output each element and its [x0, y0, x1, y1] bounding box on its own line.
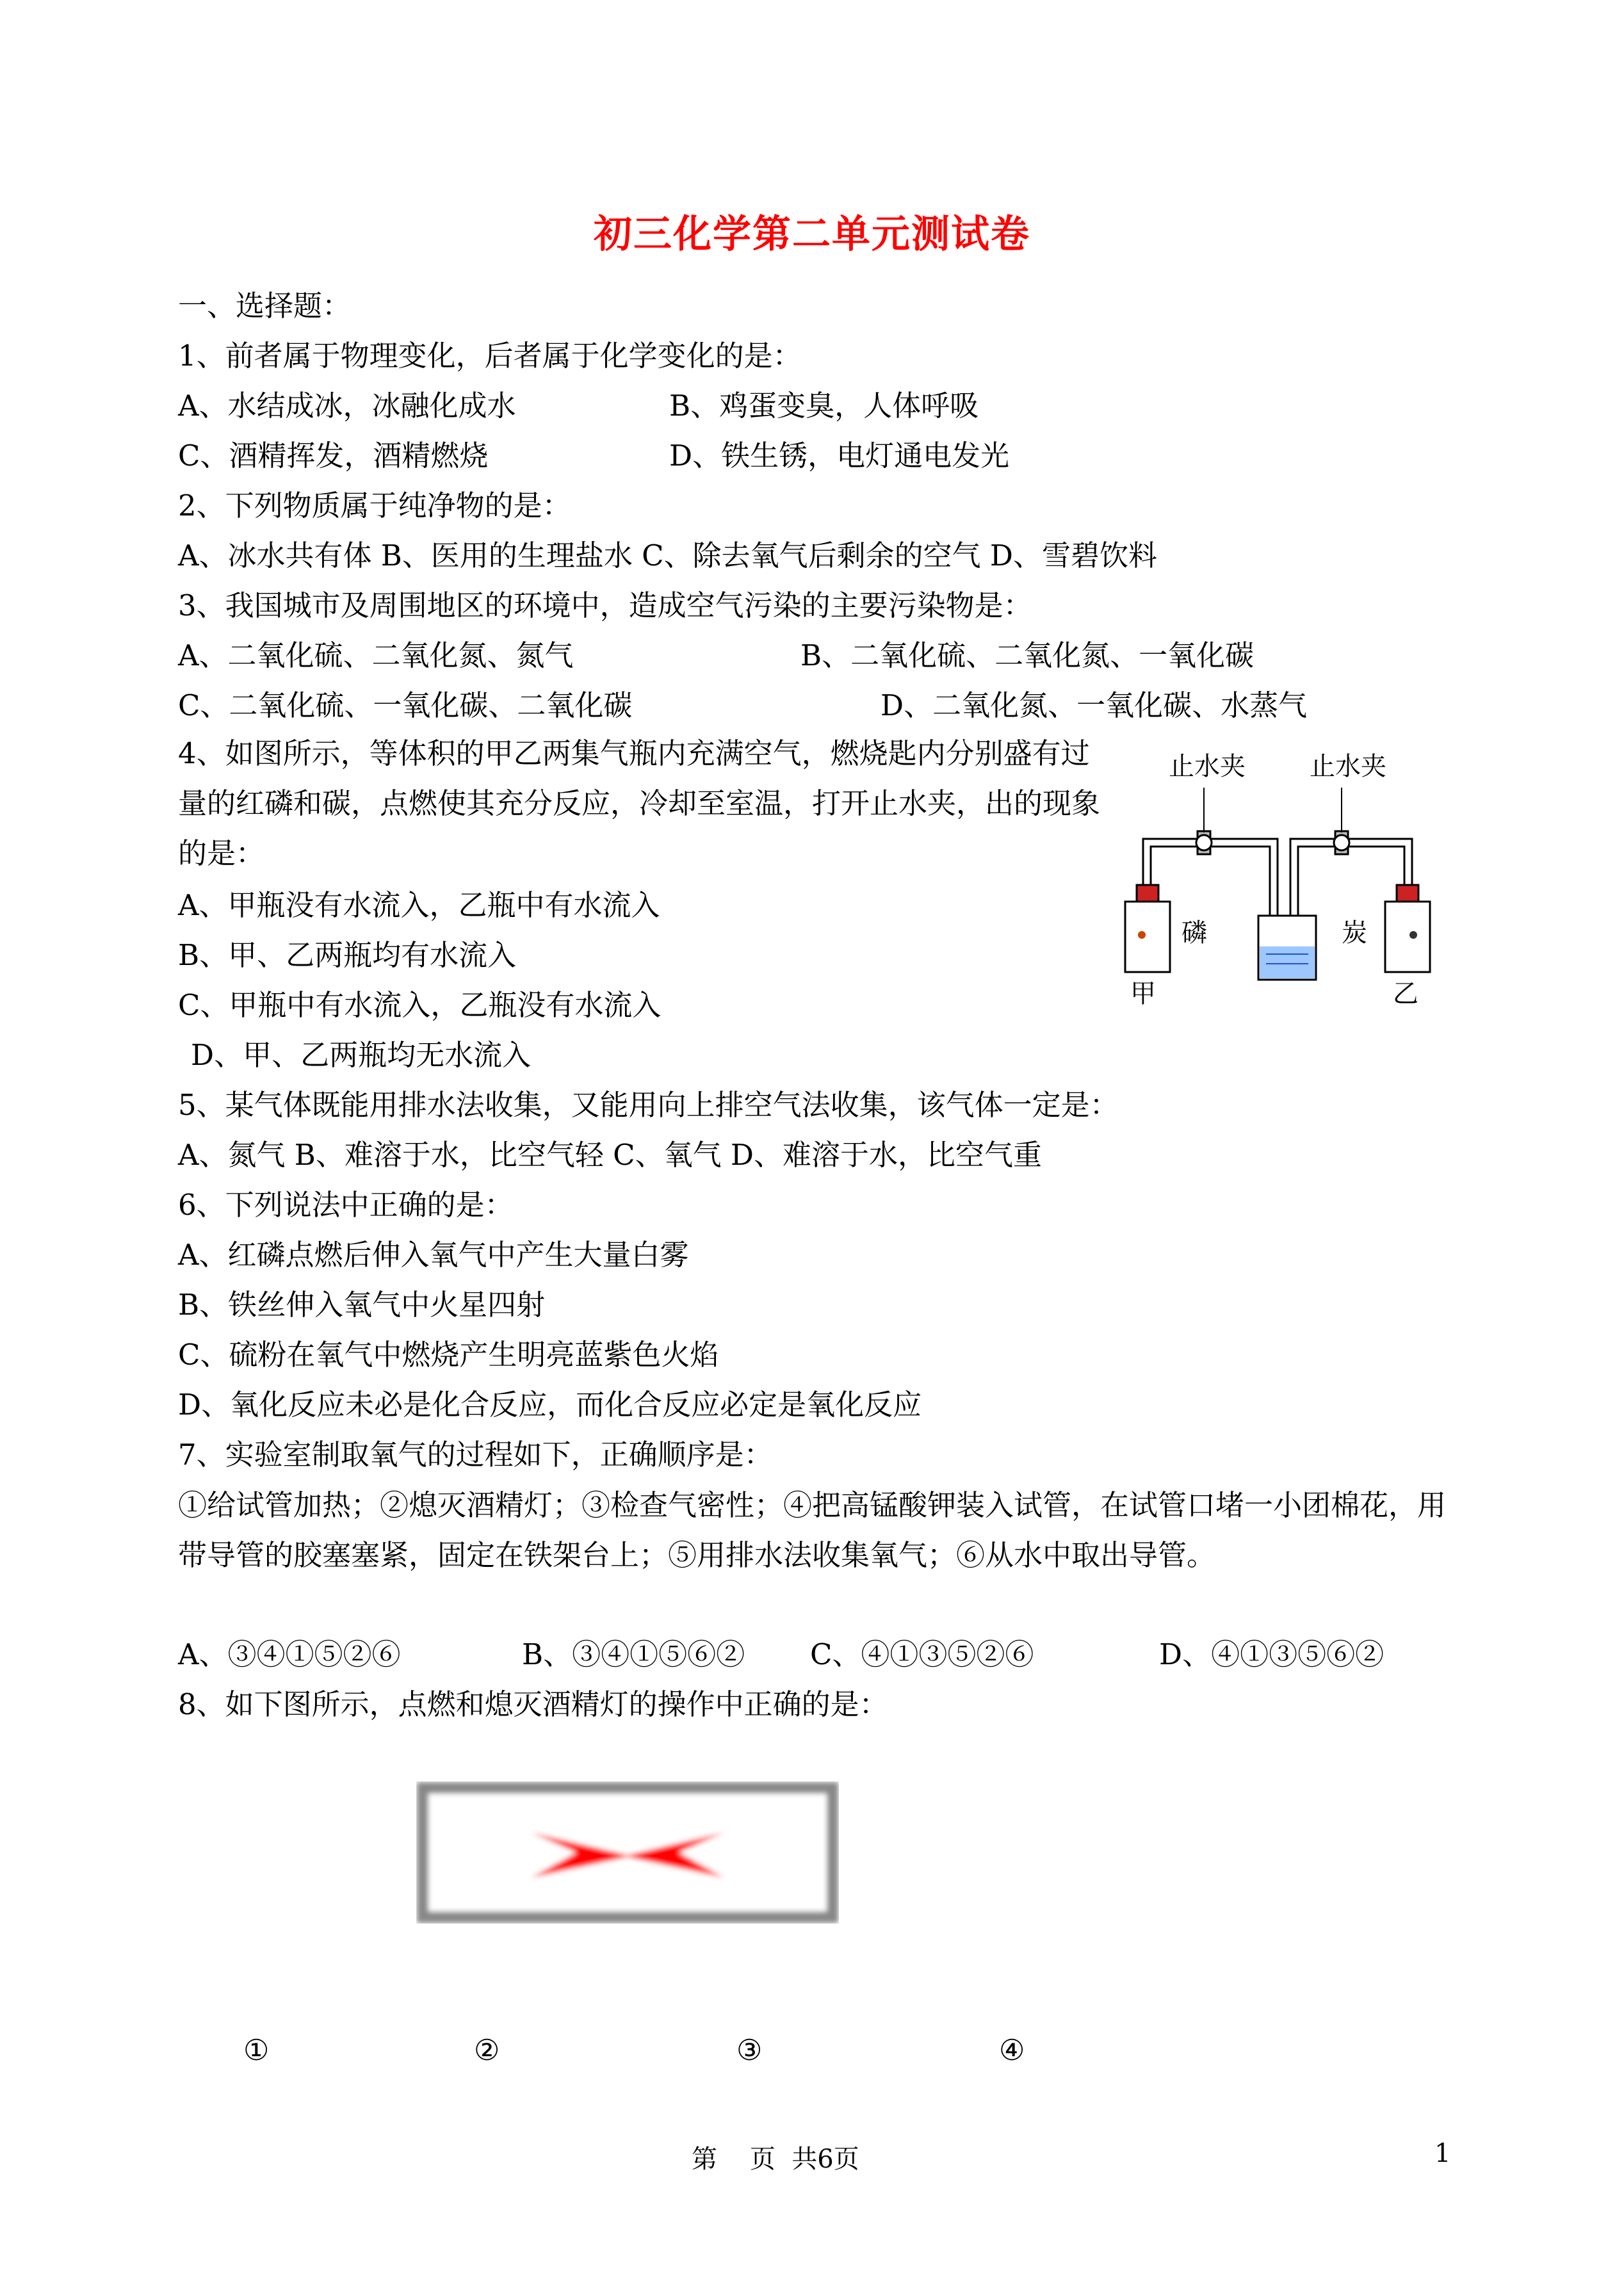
q1-option-a: A、水结成冰，冰融化成水	[178, 389, 516, 423]
phosphorus-label: 磷	[1181, 918, 1207, 948]
q3-stem: 3、我国城市及周围地区的环境中，造成空气污染的主要污染物是：	[178, 588, 1032, 622]
clamp-right-label: 止水夹	[1310, 752, 1386, 781]
q1-option-b: B、鸡蛋变臭，人体呼吸	[669, 389, 979, 423]
q8-label-1: ①	[243, 2033, 270, 2067]
q7-stem: 7、实验室制取氧气的过程如下，正确顺序是：	[178, 1438, 773, 1472]
q4-stem: 4、如图所示，等体积的甲乙两集气瓶内充满空气，燃烧匙内分别盛有过量的红磷和碳，点燃使其充分反应，冷却至室温，打开止水夹，出的现象的是：	[178, 736, 1101, 870]
bottle-left-icon	[1125, 885, 1170, 972]
clamp-left-label: 止水夹	[1169, 752, 1246, 781]
q7-option-c: C、④①③⑤②⑥	[810, 1637, 1034, 1671]
q2-options: A、冰水共有体 B、医用的生理盐水 C、除去氧气后剩余的空气 D、雪碧饮料	[178, 539, 1157, 572]
q8-label-2: ②	[474, 2033, 500, 2067]
q4-option-a: A、甲瓶没有水流入，乙瓶中有水流入	[178, 888, 660, 922]
q8-label-3: ③	[736, 2033, 763, 2067]
q5-options: A、氮气 B、难溶于水，比空气轻 C、氧气 D、难溶于水，比空气重	[178, 1138, 1042, 1172]
q7-option-d: D、④①③⑤⑥②	[1159, 1637, 1384, 1671]
q3-option-d: D、二氧化氮、一氧化碳、水蒸气	[881, 688, 1308, 722]
section-heading: 一、选择题：	[178, 289, 352, 323]
q3-option-b: B、二氧化硫、二氧化氮、一氧化碳	[800, 638, 1255, 672]
gas-bottle-diagram	[1117, 743, 1450, 1005]
q3-option-c: C、二氧化硫、一氧化碳、二氧化碳	[178, 688, 633, 722]
bottle-right-label: 乙	[1393, 979, 1418, 1005]
beaker-icon	[1258, 916, 1316, 980]
q1-option-c: C、酒精挥发，酒精燃烧	[178, 439, 489, 473]
q6-option-b: B、铁丝伸入氧气中火星四射	[178, 1288, 546, 1322]
q3-option-a: A、二氧化硫、二氧化氮、氮气	[178, 638, 574, 672]
q6-option-c: C、硫粉在氧气中燃烧产生明亮蓝紫色火焰	[178, 1338, 719, 1372]
q8-stem: 8、如下图所示，点燃和熄灭酒精灯的操作中正确的是：	[178, 1687, 888, 1721]
q2-stem: 2、下列物质属于纯净物的是：	[178, 489, 571, 523]
q6-option-a: A、红磷点燃后伸入氧气中产生大量白雾	[178, 1238, 689, 1272]
q1-option-d: D、铁生锈，电灯通电发光	[669, 439, 1010, 473]
q6-option-d: D、氧化反应未必是化合反应，而化合反应必定是氧化反应	[178, 1388, 922, 1422]
broken-image-icon	[416, 1781, 839, 1924]
clamp-right-icon	[1334, 788, 1349, 854]
q4-option-c: C、甲瓶中有水流入，乙瓶没有水流入	[178, 988, 662, 1022]
carbon-label: 炭	[1342, 918, 1367, 948]
q7-option-b: B、③④①⑤⑥②	[522, 1637, 745, 1671]
clamp-left-icon	[1196, 788, 1212, 854]
footer-page-number: 1	[1434, 2139, 1451, 2168]
q5-stem: 5、某气体既能用排水法收集，又能用向上排空气法收集，该气体一定是：	[178, 1088, 1119, 1122]
footer-page-info: 第 页 共6页	[692, 2145, 859, 2174]
q1-stem: 1、前者属于物理变化，后者属于化学变化的是：	[178, 339, 802, 373]
q7-body: ①给试管加热；②熄灭酒精灯；③检查气密性；④把高锰酸钾装入试管，在试管口堵一小团棉花，用带导管的胶塞塞紧，固定在铁架台上；⑤用排水法收集氧气；⑥从水中取出导管。	[178, 1488, 1447, 1572]
bottle-right-icon	[1385, 885, 1430, 972]
q4-option-d: D、甲、乙两瓶均无水流入	[191, 1038, 532, 1072]
q7-option-a: A、③④①⑤②⑥	[178, 1637, 401, 1671]
q6-stem: 6、下列说法中正确的是：	[178, 1188, 514, 1222]
q4-option-b: B、甲、乙两瓶均有水流入	[178, 938, 517, 972]
q8-label-4: ④	[999, 2033, 1025, 2067]
bottle-left-label: 甲	[1130, 979, 1156, 1005]
page-title: 初三化学第二单元测试卷	[594, 212, 1030, 257]
